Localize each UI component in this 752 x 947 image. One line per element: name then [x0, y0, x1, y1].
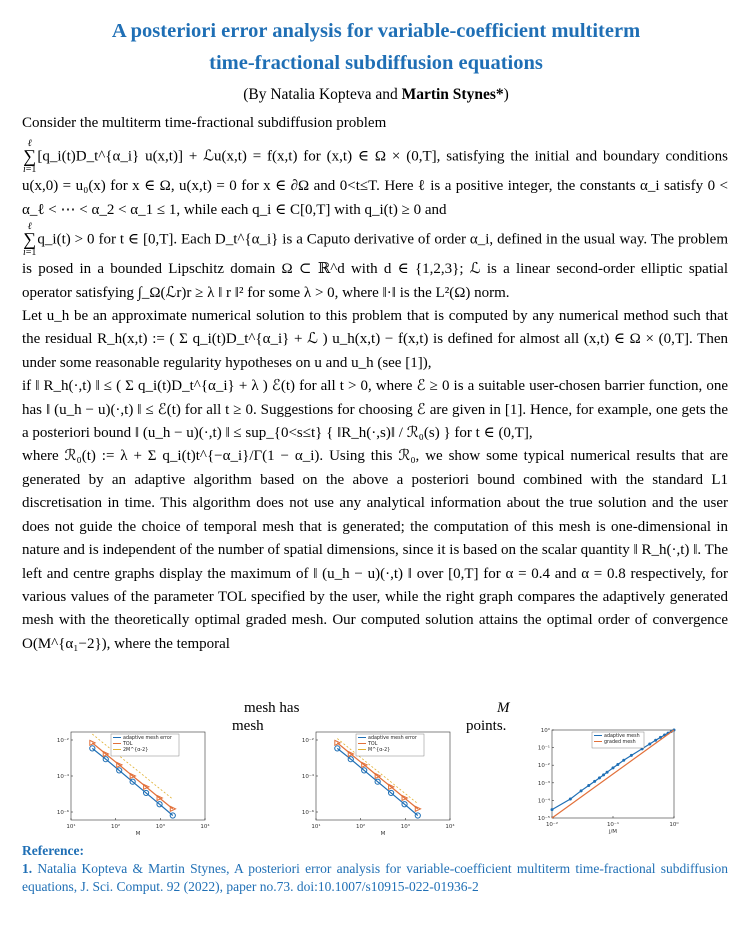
- M-symbol: M: [497, 700, 510, 716]
- y-tick-label: 10⁰: [540, 728, 550, 734]
- title-line-2: time-fractional subdiffusion equations: [209, 52, 543, 74]
- paragraph-intro: Consider the multiterm time-fractional subdiffusion problem: [22, 115, 387, 131]
- marker-circle: [335, 746, 340, 751]
- marker-dot: [580, 789, 583, 792]
- marker-dot: [551, 808, 554, 811]
- x-tick-label: 10²: [111, 824, 121, 830]
- mesh-has-text: mesh has: [244, 700, 300, 716]
- x-tick-label: 10³: [155, 824, 165, 830]
- marker-dot: [648, 743, 651, 746]
- y-tick-label: 10⁻¹: [537, 745, 550, 752]
- x-tick-label: 10⁻²: [545, 822, 559, 828]
- marker-circle: [90, 746, 95, 751]
- marker-dot: [606, 771, 609, 774]
- reference-entry: [22, 860, 728, 896]
- legend-label: M^{α-2}: [368, 748, 391, 753]
- y-tick-label: 10⁻⁴: [56, 774, 69, 780]
- y-tick-label: 10⁻⁶: [56, 810, 69, 816]
- y-tick-label: 10⁻⁴: [301, 774, 314, 780]
- marker-dot: [616, 763, 619, 766]
- y-tick-label: 10⁻²: [537, 763, 550, 770]
- chart-left: [55, 728, 215, 836]
- y-tick-label: 10⁻⁶: [301, 810, 314, 816]
- reference-heading: Reference:: [22, 843, 84, 858]
- sum-symbol: ℓ ∑ i=1: [23, 138, 37, 176]
- corresponding-author: Martin Stynes*: [401, 86, 504, 103]
- legend-label: graded mesh: [604, 740, 636, 745]
- y-tick-label: 10⁻²: [301, 738, 314, 744]
- x-axis-label: M: [135, 831, 141, 836]
- paragraph-caputo: [22, 222, 728, 305]
- equation-text: [q_i(t)D_t^{α_i} u(x,t)] + ℒu(x,t) = f(x,t) for (x,t) ∈ Ω × (0,T], satisfying the initial and boundary conditions u(x,0) = u₀(x) for x ∈ Ω, u(x,t) = 0 for x ∈ ∂Ω and 0<t≤T. Here ℓ is a positive integer, the constants α_i satisfy 0 < α_ℓ < ⋯ < α_2 < α_1 ≤ 1, while each q_i ∈ C[0,T] with q_i(t) ≥ 0 and: [22, 148, 728, 218]
- marker-triangle: [415, 806, 420, 811]
- caputo-text: q_i(t) > 0 for t ∈ [0,T]. Each D_t^{α_i} is a Caputo derivative of order α_i, defined in the usual way. The problem is posed in a bounded Lipschitz domain Ω ⊂ ℝ^d with d ∈ {1,2,3}; ℒ is a linear second-order elliptic spatial operator satisfying ∫_Ω(ℒr)r ≥ λ ‖ r ‖² for some λ > 0, where ‖·‖ is the L²(Ω) norm.: [22, 231, 728, 301]
- paragraph-residual: Let u_h be an approximate numerical solution to this problem that is computed by any numerical method such that the residual R_h(x,t) := ( Σ q_i(t)D_t^{α_i} + ℒ ) u_h(x,t) − f(x,t) is defined for almost all (x,t) ∈ Ω × (0,T]. Then under some reasonable regularity hypotheses on u and u_h (see [1]),: [22, 308, 728, 371]
- y-tick-label: 10⁻³: [537, 780, 550, 787]
- reference-text: Natalia Kopteva & Martin Stynes, A posteriori error analysis for variable-coefficient multiterm time-fractional subdiffusion equations, J. Sci. Comput. 92 (2022), paper no.73. doi:10.1007/s10915-022-01936-2: [22, 861, 728, 894]
- marker-dot: [602, 773, 605, 776]
- marker-dot: [593, 780, 596, 783]
- legend-label: TOL: [368, 742, 378, 747]
- chart-centre: [300, 728, 460, 836]
- reference-number: 1.: [22, 861, 33, 876]
- x-tick-label: 10¹: [311, 824, 321, 830]
- y-tick-label: 10⁻⁵: [537, 816, 550, 822]
- marker-dot: [654, 739, 657, 742]
- byline: [0, 84, 752, 106]
- x-tick-label: 10⁻¹: [606, 822, 620, 828]
- marker-dot: [630, 754, 633, 757]
- paragraph-results: where ℛ₀(t) := λ + Σ q_i(t)t^{−α_i}/Γ(1 − α_i). Using this ℛ₀, we show some typical numerical results that are generated by an adaptive algorithm based on the above a posteriori bound combined with the standard L1 discretisation in time. This algorithm does not use any analytical information about the true solution and the user does not guide the choice of temporal mesh that is generated; the computation of this mesh is one-dimensional in nature and is independent of the number of spatial dimensions, since it is based on the scalar quantity ‖ R_h(·,t) ‖. The left and centre graphs display the maximum of ‖ (u_h − u)(·,t) ‖ over [0,T] for α = 0.4 and α = 0.8 respectively, for various values of the parameter TOL specified by the user, while the right graph compares the adaptively generated mesh with the theoretically optimal graded mesh. Our computed solution attains the optimal order of convergence O(M^{α₁−2}), where the temporal: [22, 448, 728, 652]
- marker-dot: [622, 759, 625, 762]
- marker-dot: [569, 798, 572, 801]
- marker-dot: [612, 766, 615, 769]
- x-tick-label: 10¹: [66, 824, 76, 830]
- byline-suffix: ): [503, 86, 509, 103]
- legend-label: adaptive mesh: [604, 734, 640, 739]
- x-axis-label: j/M: [608, 829, 618, 835]
- points-text: points.: [466, 718, 507, 734]
- legend-label: 2M^{α-2}: [123, 748, 149, 753]
- series-line-1: [92, 748, 173, 815]
- x-tick-label: 10³: [400, 824, 410, 830]
- paragraph-equation: [22, 139, 728, 222]
- y-tick-label: 10⁻²: [56, 738, 69, 744]
- marker-dot: [598, 776, 601, 779]
- legend-label: TOL: [123, 742, 133, 747]
- series-line-1: [337, 748, 418, 815]
- x-tick-label: 10⁴: [445, 824, 455, 830]
- x-axis-label: M: [380, 831, 386, 836]
- mesh-text: mesh: [232, 718, 264, 734]
- y-tick-label: 10⁻⁴: [537, 798, 550, 805]
- marker-triangle: [170, 806, 175, 811]
- legend-label: adaptive mesh error: [368, 736, 417, 741]
- marker-dot: [587, 784, 590, 787]
- sum-symbol-2: ℓ ∑ i=1: [23, 221, 37, 259]
- chart-right: [534, 722, 684, 836]
- x-tick-label: 10²: [356, 824, 366, 830]
- paragraph-barrier: if ‖ R_h(·,t) ‖ ≤ ( Σ q_i(t)D_t^{α_i} + λ ) ℰ(t) for all t > 0, where ℰ ≥ 0 is a suitable user-chosen barrier function, one has ‖ (u_h − u)(·,t) ‖ ≤ ℰ(t) for all t ≥ 0. Suggestions for choosing ℰ are given in [1]. Hence, for example, one gets the a posteriori bound ‖ (u_h − u)(·,t) ‖ ≤ sup_{0<s≤t} { ‖R_h(·,s)‖ / ℛ₀(s) } for t ∈ (0,T],: [22, 378, 728, 442]
- byline-prefix: (By Natalia Kopteva and: [243, 86, 402, 103]
- x-tick-label: 10⁰: [669, 822, 679, 828]
- legend-label: adaptive mesh error: [123, 736, 172, 741]
- body-text: [22, 112, 728, 656]
- x-tick-label: 10⁴: [200, 824, 210, 830]
- title-line-1: A posteriori error analysis for variable-coefficient multiterm: [111, 20, 641, 42]
